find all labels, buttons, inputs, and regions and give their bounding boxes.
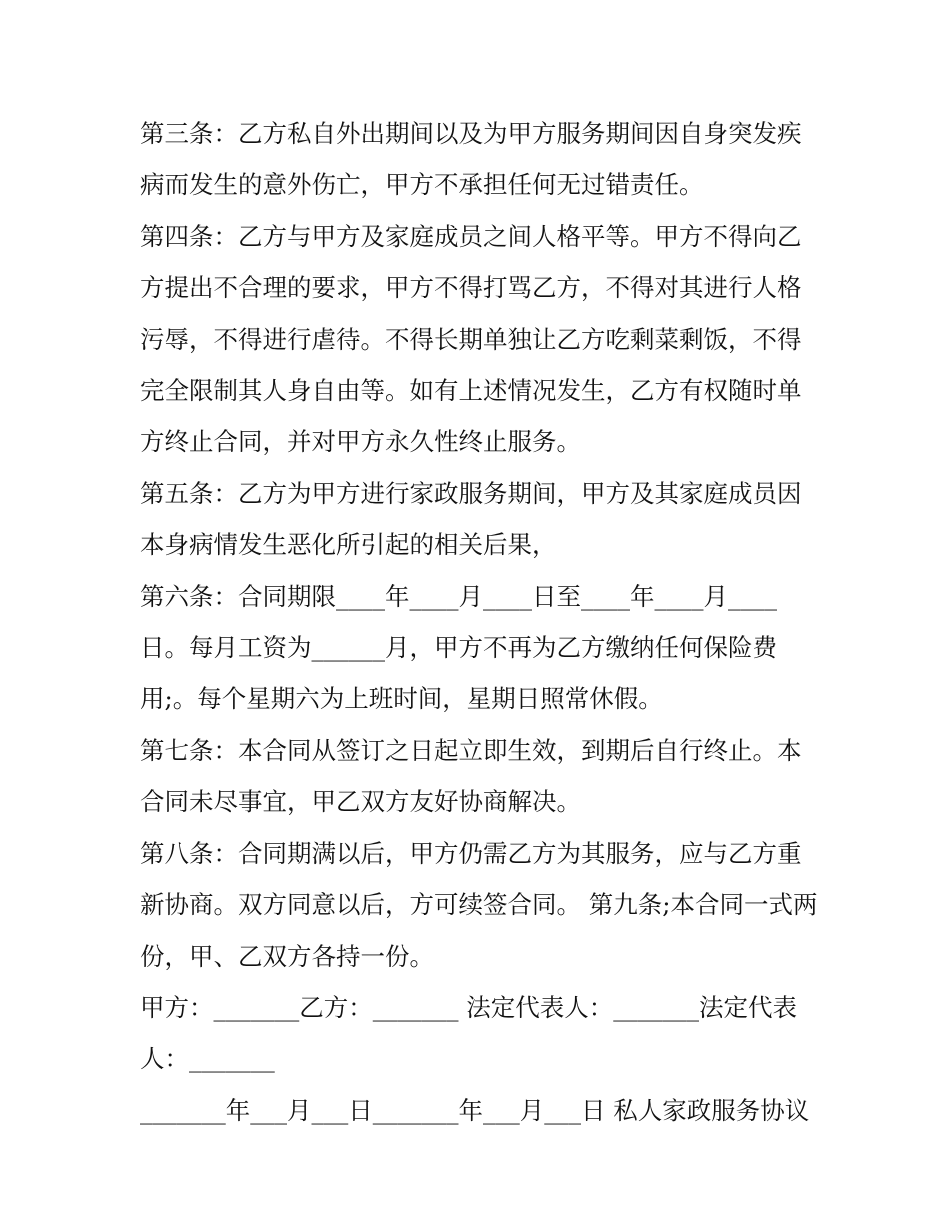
clause-4-paragraph: 第四条：乙方与甲方及家庭成员之间人格平等。甲方不得向乙方提出不合理的要求，甲方不得打骂乙方，不得对其进行人格污辱，不得进行虐待。不得长期单独让乙方吃剩菜剩饭，不得完全限制其人身自由等。如有上述情况发生，乙方有权随时单方终止合同，并对甲方永久性终止服务。 [140,221,802,457]
signature-parties-line: 甲方：_______乙方：_______ 法定代表人：_______法定代表人：_______ [140,992,798,1074]
clause-3-paragraph: 第三条：乙方私自外出期间以及为甲方服务期间因自身突发疾病而发生的意外伤亡，甲方不承担任何无过错责任。 [140,119,802,200]
clause-6-paragraph: 第六条：合同期限____年____月____日至____年____月____日。每月工资为______月，甲方不再为乙方缴纳任何保险费用;。每个星期六为上班时间，星期日照常休假。 [140,581,777,714]
document-body [140,108,820,1136]
clause-8-paragraph: 第八条：合同期满以后，甲方仍需乙方为其服务，应与乙方重新协商。双方同意以后，方可续签合同。 第九条;本合同一式两份，甲、乙双方各持一份。 [140,838,818,971]
clause-7-paragraph: 第七条：本合同从签订之日起立即生效，到期后自行终止。本合同未尽事宜，甲乙双方友好协商解决。 [140,735,802,817]
clause-5-paragraph: 第五条：乙方为甲方进行家政服务期间，甲方及其家庭成员因本身病情发生恶化所引起的相关后果， [140,478,802,560]
signature-date-line: _______年___月___日_______年___月___日 私人家政服务协议 [140,1095,810,1125]
